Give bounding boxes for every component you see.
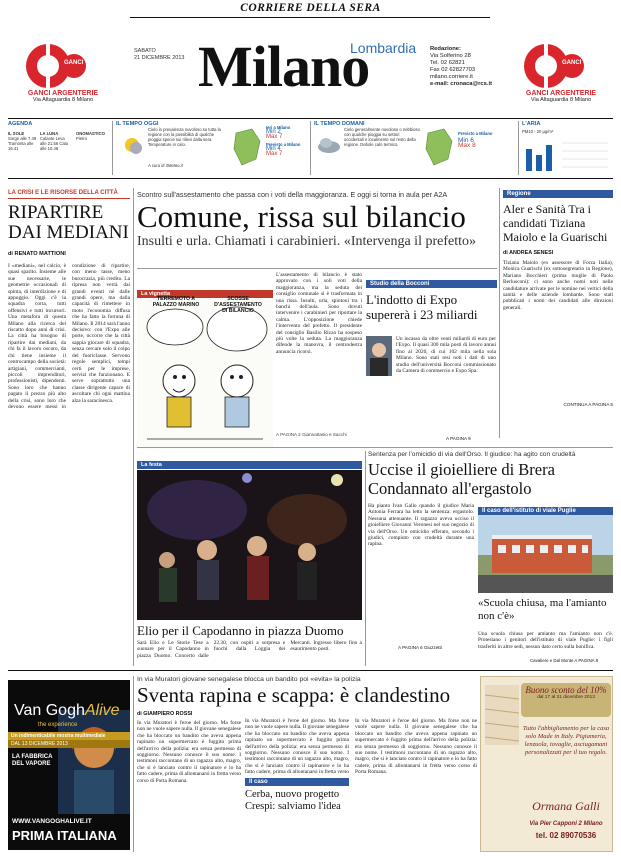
- left-column: [8, 190, 130, 668]
- fabric-image: [485, 685, 519, 745]
- ganci-address: Via Altaguardia 8 Milano: [530, 97, 592, 103]
- agenda: AGENDA IL SOLE Sorge alle 7.49 Tramonta alle 16.41 LA LUNA Calante Leva alle 21.56 Cala alle 10.48 ONOMASTICO Pietro: [8, 121, 105, 151]
- cloud-icon: [316, 135, 342, 155]
- ganci-brand: GANCI: [64, 60, 84, 66]
- gioielliere-body: Ha pianto Ivan Gallo quando il giudice Maria Antonia Ferrara ha letto la sentenza: ergastolo. Nessuna attenuante. Il ragazzo aveva ucciso il gioielliere Giovanni Veronesi nel suo negozio di via dell'Orso. Un omicidio efferato, secondo i giudici, compiuto con crudeltà durante una rapina.: [368, 503, 474, 548]
- ganci-logo: [506, 40, 616, 88]
- festa-story: [137, 451, 362, 666]
- vignetta-cartoon: [137, 299, 273, 449]
- ormana-text: Tutto l'abbigliamento per la casa solo Made in Italy. Pigiameria, lenzuola, tovaglie, asciugamani personalizzati per il tuo regalo.: [522, 725, 610, 756]
- top-kicker: Scontro sull'assestamento che passa con i voti della maggioranza. E oggi si torna in aula per A2A: [137, 190, 448, 199]
- vangogh-url[interactable]: WWW.VANGOGHALIVE.IT: [12, 818, 92, 825]
- left-headline[interactable]: RIPARTIRE DAI MEDIANI: [8, 202, 129, 243]
- bottom-body: In via Muratori è l'eroe del giorno. Ma forse non ne vuole sapere nulla. Il giovane senegalese che ha bloccato un bandito che aveva appena rapinato un supermercato è fuggito prima dell'arrivo della polizia: era senza permesso di soggiorno. Nessuno conosce il suo nome. I testimoni raccontano di un ragazzo alto, magro, che si è lanciato contro il rapinatore e lo ha fatto cadere, prima di allontanarsi in fretta verso corso di Porta Romana.: [137, 720, 241, 784]
- expo-headline[interactable]: L'indotto di Expo supererà i 23 miliardi: [366, 292, 478, 322]
- caso-label: Il caso: [245, 778, 349, 786]
- festa-caption[interactable]: Elio per il Capodanno in piazza Duomo: [137, 623, 344, 638]
- schoolbox-body-bottom: Una scuola chiusa per amianto ma l'amianto non c'è. Protestano i genitori dell'istituto di viale Puglie: i figli trasferiti in altre sedi, nessun dato certo sulla bonifica.: [478, 631, 613, 650]
- vignetta: [137, 280, 273, 445]
- ad-vangogh[interactable]: [8, 680, 130, 850]
- vangogh-venue: LA FABBRICA DEL VAPORE: [12, 754, 53, 767]
- sun-icon: [118, 131, 146, 159]
- right-byline: di ANDREA SENESI: [503, 250, 554, 256]
- bottom-kicker: In via Muratori giovane senegalese blocca un bandito poi «evita» la polizia: [137, 676, 361, 683]
- region-map: [232, 127, 262, 167]
- ganci-name: GANCI ARGENTERIE: [27, 90, 99, 97]
- top-headline[interactable]: Comune, rissa sul bilancio: [137, 199, 466, 234]
- ganci-brand: GANCI: [562, 60, 582, 66]
- city-title: Milano: [198, 34, 370, 99]
- ormana-address: Via Pier Capponi 2 Milano: [529, 821, 603, 827]
- expo-story: [366, 280, 497, 445]
- air-quality: L'ARIA PM10 - 20 µg/m³: [522, 121, 612, 127]
- right-body: Tiziana Maiolo (ex assessore di Forza Italia), Monica Guarischi (ex sottosegretario in Regione), Mariano Bocchieri (prima moglie di Paolo Berlusconi): ci sono anche nomi noti nelle candidature arrivate per le nomine nei vertici della sanità e delle aziende lombarde. Sono stati pubblicati i nomi dei candidati alle direzioni generali.: [503, 260, 613, 311]
- right-column: [503, 190, 613, 440]
- region-map: [424, 127, 454, 167]
- bottom-story: [137, 676, 477, 852]
- schoolbox-caption[interactable]: «Scuola chiusa, ma l'amianto non c'è»: [478, 597, 607, 622]
- expo-label: Studio della Bocconi: [366, 280, 497, 288]
- expo-body: Un incasso da oltre venti miliardi di euro per l'Expo. Il quasi 300 mila posti di lavoro annui fino al 2020, di cui 102 mila nella sola Milano. Sono stati resi noti i dati di uno studio dell'università Bocconi commissionato da Camera di commercio e Expo Spa.: [396, 336, 496, 375]
- right-footer: CONTINUA A PAGINA 5: [563, 402, 613, 407]
- bottom-body-2: In via Muratori è l'eroe del giorno. Ma forse non ne vuole sapere nulla. Il giovane senegalese che ha bloccato un bandito che aveva appena rapinato un supermercato è fuggito prima dell'arrivo della polizia: era senza permesso di soggiorno. Nessuno conosce il suo nome. I testimoni raccontano di un ragazzo alto, magro, che si è lanciato contro il rapinatore e lo ha fatto cadere, prima di allontanarsi in fretta verso: [245, 718, 349, 774]
- vangogh-dates: DAL 13 DICEMBRE 2013: [8, 740, 130, 748]
- ormana-phone: tel. 02 89070536: [535, 831, 597, 840]
- right-headline[interactable]: Aler e Sanità Tra i candidati Tiziana Maiolo e la Guarischi: [503, 202, 608, 244]
- region-title: Lombardia: [350, 40, 417, 56]
- paper-name: CORRIERE DELLA SERA: [240, 2, 381, 14]
- weather-today: IL TEMPO OGGI Cielo in prevalenza nuvoloso su tutta la regione con la possibilità di qualche pioggia specie sui rilievi dalla sera. Temperature in calo. A cura di 3Meteo.it Ieri a Milano Min 2 Max 7 Previsto a Milano Min 4 Max 7: [116, 121, 301, 168]
- gioielliere-kicker: Sentenza per l'omicidio di via dell'Orso. Il giudice: ha agito con crudeltà: [368, 451, 576, 458]
- ganci-name: GANCI ARGENTERIE: [525, 90, 597, 97]
- ormana-brand: Ormana Galli: [532, 799, 600, 813]
- bottom-body-3: In via Muratori è l'eroe del giorno. Ma forse non ne vuole sapere nulla. Il giovane senegalese che ha bloccato un bandito che aveva appena rapinato un supermercato è fuggito prima dell'arrivo della polizia: era senza permesso di soggiorno. Nessuno conosce il suo nome. I testimoni raccontano di un ragazzo alto, magro, che si è lanciato contro il rapinatore e lo ha fatto cadere, prima di allontanarsi in fretta verso corso di Porta Romana.: [355, 718, 477, 776]
- date-line: SABATO 21 DICEMBRE 2013: [134, 48, 185, 61]
- left-byline: di RENATO MATTIONI: [8, 251, 66, 257]
- vignetta-text-right: SCOSSE D'ASSESTAMENTO DI BILANCIO: [214, 296, 262, 314]
- gioielliere-headline[interactable]: Uccise il gioielliere di Brera Condannato all'ergastolo: [368, 460, 555, 498]
- festa-photo: [137, 470, 362, 620]
- vangogh-title: Van GoghAlive: [14, 702, 120, 719]
- expo-byline: A PAGINA 9: [446, 436, 471, 441]
- ad-ormana-galli[interactable]: [480, 676, 613, 852]
- ad-ganci-left[interactable]: [8, 40, 118, 110]
- ganci-logo: [8, 40, 118, 88]
- gioielliere-byline: A PAGINA 6 Giuzzetti: [398, 645, 442, 650]
- top-body: L'assestamento di bilancio è stato approvato con i soli voti della maggioranza, ma la seduta del consiglio comunale si è trasformata in una rissa. Insulti, urla, spintoni tra i banchi dell'aula. Sono dovuti intervenire i carabinieri per riportare la calma. L'opposizione chiede l'intervento del prefetto. Il presidente del consiglio Basilio Rizzo ha sospeso più volte la seduta. La maggioranza difende la manovra, il centrodestra annuncia ricorsi. A PAGINA 2 Giannattasio e Sacchi: [276, 272, 362, 437]
- right-label: Regione: [503, 190, 613, 198]
- left-kicker: LA CRISI E LE RISORSE DELLA CITTÀ: [8, 190, 130, 199]
- bottom-headline[interactable]: Sventa rapina e scappa: è clandestino: [137, 683, 451, 707]
- redazione: Redazione: Via Solferino 28 Tel. 02 62821 Fax 02 62827703 milano.corriere.it e-mail: cronaca@rcs.it: [430, 46, 493, 87]
- vignetta-label: La vignetta: [137, 290, 273, 298]
- vangogh-banner: Un indimenticabile mostra multimediale: [8, 732, 130, 740]
- festa-body: Sarà Elio e Le Storie Tese a suonare per il Capodanno in piazza Duomo. Concerto dalle 22.30, con ospiti a sorpresa e fuochi dalla Loggia dei Mercanti. Ingresso libero fino a esaurimento posti.: [137, 640, 362, 659]
- vangogh-sub: the experience: [38, 722, 78, 728]
- ad-ganci-right[interactable]: [506, 40, 616, 110]
- vangogh-bottom: PRIMA ITALIANA: [12, 828, 117, 843]
- weather-strip: [8, 121, 613, 177]
- vignetta-text-left: TERREMOTO A PALAZZO MARINO: [152, 296, 200, 308]
- left-body: I «mediani», nel calcio, è quasi sparito. Insieme alle sue necessarie, le geometrie occasionali di spinta, di interdizione e di appoggio. Oggi c'è la squadra corta, tutti offensivi e tutti incursori. Una metafora di questa Milano alla ricerca del riscatto dopo anni di crisi. La città ha bisogno di ripartire dai mediani, da chi fa il lavoro oscuro, da chi tiene insieme il centrocampo della società: artigiani, commercianti, piccoli imprenditori, professionisti, dipendenti. Sono loro che hanno pagato il prezzo più alto della crisi, sono loro che devono essere messi in condizione di ripartire, con meno tasse, meno burocrazia, più credito. La ripresa non verrà dai grandi eventi né dalle grandi opere, ma dalla capacità di rimettere in moto l'economia diffusa che ha fatto la fortuna di Milano. Il 2014 sarà l'anno decisivo: con l'Expo alle porte, occorre che la città sappia giocare di squadra, senza cercare solo il colpo del fuoriclasse. Servono regole semplici, tempi certi per le imprese, servizi che funzionano. E serve soprattutto una classe dirigente capace di ascoltare chi ogni mattina alza la saracinesca.: [8, 263, 130, 410]
- school-photo: [478, 515, 613, 593]
- schoolbox-byline: Cavaliere e Dal Monte A PAGINA 8: [530, 658, 599, 663]
- caso-box: [245, 778, 349, 813]
- top-deck: Insulti e urla. Chiamati i carabinieri. «Intervenga il prefetto»: [137, 234, 476, 249]
- schoolbox-label: Il caso dell'istituto di viale Puglie: [478, 507, 613, 515]
- masthead: [0, 0, 621, 118]
- discount-badge: Buono sconto del 10% dal 17 al 31 dicembre 2013: [521, 683, 611, 717]
- ganci-address: Via Altaguardia 8 Milano: [32, 97, 94, 103]
- weather-tomorrow: IL TEMPO DOMANI Cielo generalmente nuvoloso o nebbioso con qualche pioggia su settori occidentali e localmente sul resto della regione. Debole calo termico. Previsto a Milano Min 6 Max 8: [314, 121, 514, 127]
- bottom-byline: di GIAMPIERO ROSSI: [137, 711, 193, 717]
- festa-label: La festa: [137, 461, 362, 469]
- caso-headline[interactable]: Cerba, nuovo progetto Crespi: salviamo l'idea: [245, 789, 341, 812]
- expo-photo: [366, 336, 392, 376]
- air-chart: [522, 139, 610, 173]
